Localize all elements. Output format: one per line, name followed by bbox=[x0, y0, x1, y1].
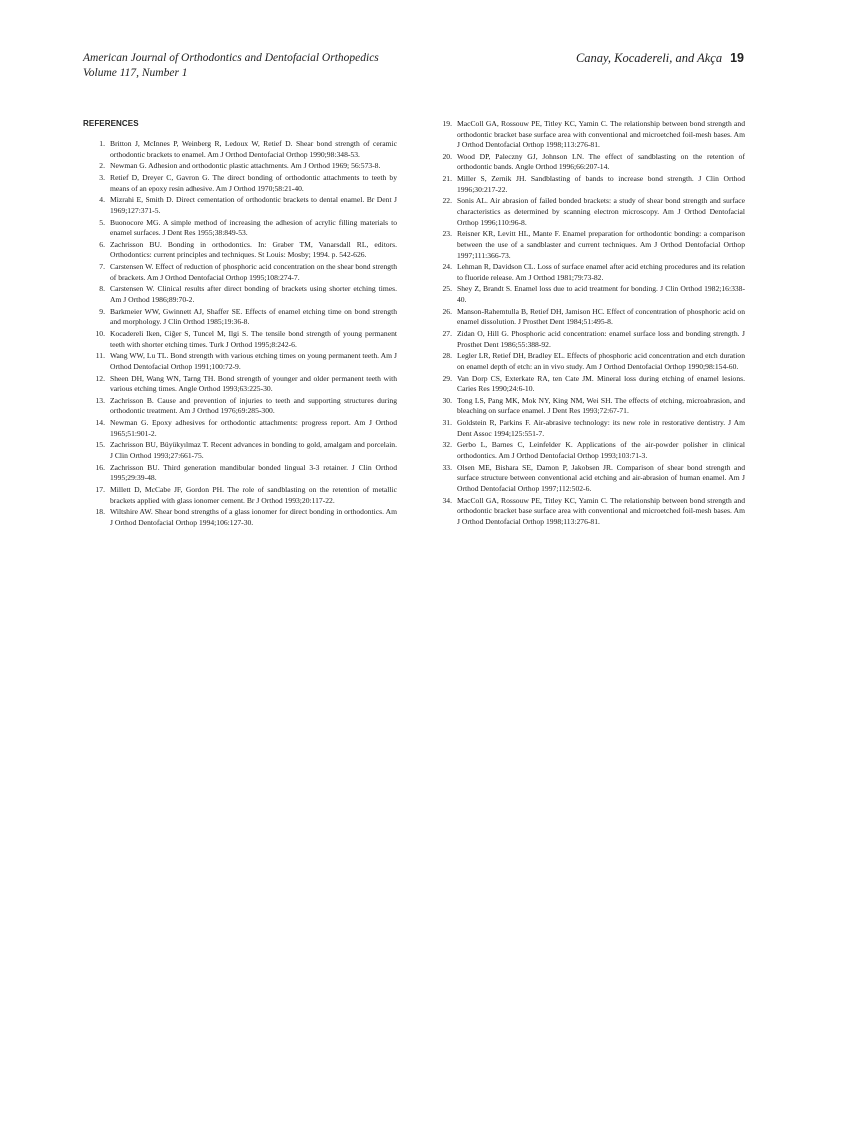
reference-number: 2. bbox=[99, 161, 105, 171]
references-column-left bbox=[87, 139, 397, 529]
reference-item bbox=[87, 262, 397, 283]
reference-number: 25. bbox=[442, 284, 452, 294]
running-header-authors bbox=[576, 51, 744, 66]
reference-text: Shey Z, Brandt S. Enamel loss due to acid treatment for bonding. J Clin Orthod 1982;16:338-40. bbox=[457, 284, 745, 305]
reference-text: Newman G. Epoxy adhesives for orthodontic attachments: progress report. Am J Orthod 1965;51:901-2. bbox=[110, 418, 397, 438]
reference-item bbox=[87, 418, 397, 439]
reference-text: Legler LR, Retief DH, Bradley EL. Effects of phosphoric acid concentration and etch duration on enamel depth of etch: an in vivo study. Am J Orthod Dentofacial Orthop 1990;98:154-60. bbox=[457, 351, 745, 371]
reference-text: Van Dorp CS, Exterkate RA, ten Cate JM. Mineral loss during etching of enamel lesions. Caries Res 1990;24:6-10. bbox=[457, 373, 745, 394]
reference-number: 19. bbox=[442, 119, 452, 128]
references-heading: REFERENCES bbox=[83, 119, 139, 128]
reference-item bbox=[434, 440, 745, 461]
reference-text: Wang WW, Lu TL. Bond strength with various etching times on young permanent teeth. Am J Orthod Dentofacial Orthop 1991;100:72-9. bbox=[110, 351, 397, 371]
reference-text: Newman G. Adhesion and orthodontic plastic attachments. Am J Orthod 1969; 56:573-8. bbox=[110, 161, 381, 171]
reference-number: 15. bbox=[95, 440, 105, 450]
reference-text: Wood DP, Paleczny GJ, Johnson LN. The effect of sandblasting on the retention of orthodontic bands. Angle Orthod 1996;66:207-14. bbox=[457, 151, 745, 172]
reference-item bbox=[434, 496, 745, 528]
reference-number: 23. bbox=[442, 229, 452, 239]
reference-number: 27. bbox=[442, 329, 452, 339]
reference-text: Wiltshire AW. Shear bond strengths of a glass ionomer for direct bonding in orthodontics. Am J Orthod Dentofacial Orthop 1994;106:127-30. bbox=[110, 507, 397, 527]
reference-text: Kocadereli Iken, Ciğer S, Tuncel M, Ilgi S. The tensile bond strength of young permanent teeth with shorter etching times. Turk J Orthod 1995;8:242-6. bbox=[110, 328, 397, 349]
reference-number: 7. bbox=[99, 262, 105, 272]
reference-text: Goldstein R, Parkins F. Air-abrasive technology: its new role in restorative dentistry. J Am Dent Assoc 1994;125:551-7. bbox=[457, 418, 745, 438]
reference-number: 24. bbox=[442, 262, 452, 272]
reference-number: 34. bbox=[442, 495, 452, 505]
reference-text: Millett D, McCabe JF, Gordon PH. The role of sandblasting on the retention of metallic brackets applied with glass ionomer cement. Br J Orthod 1993;20:117-22. bbox=[110, 484, 397, 505]
reference-item bbox=[434, 351, 745, 372]
reference-item bbox=[434, 418, 745, 439]
reference-text: Retief D, Dreyer C, Gavron G. The direct bonding of orthodontic attachments to teeth by means of an epoxy resin adhesive. Am J Orthod 1970;58:21-40. bbox=[110, 172, 397, 193]
reference-item bbox=[87, 173, 397, 194]
reference-number: 9. bbox=[99, 306, 105, 316]
reference-item bbox=[87, 329, 397, 350]
reference-number: 17. bbox=[95, 484, 105, 494]
reference-number: 29. bbox=[442, 373, 452, 383]
reference-item bbox=[87, 139, 397, 160]
reference-text: Reisner KR, Levitt HL, Mante F. Enamel preparation for orthodontic bonding: a comparison between the use of a sandblaster and current techniques. Am J Orthod Dentofacial Orthop 1997;111:366-73. bbox=[457, 229, 745, 260]
reference-text: Manson-Rahemtulla B, Retief DH, Jamison HC. Effect of concentration of phosphoric acid on enamel dissolution. J Prosthet Dent 1984;51:495-8. bbox=[457, 306, 745, 327]
reference-item bbox=[434, 374, 745, 395]
reference-text: Barkmeier WW, Gwinnett AJ, Shaffer SE. Effects of enamel etching time on bond strength and morphology. J Clin Orthod 1985;19:36-8. bbox=[110, 306, 397, 327]
reference-number: 11. bbox=[95, 351, 105, 361]
reference-number: 22. bbox=[442, 196, 452, 206]
reference-text: Britton J, McInnes P, Weinberg R, Ledoux W, Retief D. Shear bond strength of ceramic orthodontic brackets to enamel. Am J Orthod Dentofacial Orthop 1990;98:348-53. bbox=[110, 139, 397, 159]
reference-item bbox=[87, 218, 397, 239]
reference-text: Tong LS, Pang MK, Mok NY, King NM, Wei SH. The effects of etching, microabrasion, and bleaching on surface enamel. J Dent Res 1993;72:67-71. bbox=[457, 395, 745, 416]
reference-item bbox=[87, 485, 397, 506]
reference-item bbox=[87, 161, 397, 172]
reference-text: MacColl GA, Rossouw PE, Titley KC, Yamin C. The relationship between bond strength and orthodontic bracket base surface area with conventional and microetched foil-mesh bases. Am J Orthod Dentofacial Orthop 1998;113:276-81. bbox=[457, 495, 745, 526]
reference-text: MacColl GA, Rossouw PE, Titley KC, Yamin C. The relationship between bond strength and orthodontic bracket base surface area with conventional and microetched foil-mesh bases. Am J Orthod Dentofacial Orthop 1998;113:276-81. bbox=[457, 119, 745, 150]
reference-text: Sheen DH, Wang WN, Tarng TH. Bond strength of younger and older permanent teeth with various etching times. Angle Orthod 1993;63:225-30. bbox=[110, 373, 397, 394]
reference-item bbox=[87, 284, 397, 305]
reference-item bbox=[87, 463, 397, 484]
reference-item bbox=[434, 229, 745, 261]
journal-volume: Volume 117, Number 1 bbox=[83, 67, 188, 79]
reference-item bbox=[434, 174, 745, 195]
references-column-right bbox=[434, 119, 745, 528]
reference-number: 30. bbox=[442, 395, 452, 405]
reference-number: 21. bbox=[442, 174, 452, 184]
page-number: 19 bbox=[730, 51, 744, 65]
reference-number: 4. bbox=[99, 195, 105, 205]
reference-number: 13. bbox=[95, 395, 105, 405]
reference-item bbox=[434, 284, 745, 305]
reference-text: Mizrahi E, Smith D. Direct cementation of orthodontic brackets to dental enamel. Br Dent J 1969;127:371-5. bbox=[110, 195, 397, 215]
reference-text: Sonis AL. Air abrasion of failed bonded brackets: a study of shear bond strength and surface characteristics as determined by scanning electron microscopy. Am J Orthod Dentofacial Orthop 1996;110:96-8. bbox=[457, 196, 745, 227]
reference-item bbox=[87, 195, 397, 216]
reference-item bbox=[434, 396, 745, 417]
reference-item bbox=[434, 307, 745, 328]
reference-number: 14. bbox=[95, 418, 105, 428]
reference-number: 31. bbox=[442, 418, 452, 428]
reference-text: Carstensen W. Clinical results after direct bonding of brackets using shorter etching times. Am J Orthod 1986;89:70-2. bbox=[110, 284, 397, 304]
reference-number: 20. bbox=[442, 151, 452, 161]
reference-item bbox=[434, 262, 745, 283]
reference-text: Zachrisson BU. Third generation mandibular bonded lingual 3-3 retainer. J Clin Orthod 1995;29:39-48. bbox=[110, 462, 397, 483]
reference-number: 3. bbox=[99, 172, 105, 182]
reference-number: 33. bbox=[442, 462, 452, 472]
reference-item bbox=[434, 119, 745, 151]
reference-item bbox=[434, 463, 745, 495]
author-names: Canay, Kocadereli, and Akça bbox=[575, 51, 723, 65]
reference-item bbox=[87, 374, 397, 395]
reference-number: 28. bbox=[442, 351, 452, 361]
reference-text: Buonocore MG. A simple method of increasing the adhesion of acrylic filling materials to enamel surfaces. J Dent Res 1955;38:849-53. bbox=[110, 217, 397, 238]
reference-text: Olsen ME, Bishara SE, Damon P, Jakobsen JR. Comparison of shear bond strength and surface structure between conventional acid etching and air-abrasion of human enamel. Am J Orthod Dentofacial Orthop 1997;112:502-6. bbox=[457, 462, 745, 493]
reference-number: 10. bbox=[95, 328, 105, 338]
reference-item bbox=[87, 351, 397, 372]
reference-number: 32. bbox=[442, 440, 452, 450]
reference-item bbox=[434, 152, 745, 173]
reference-item bbox=[87, 507, 397, 528]
reference-number: 18. bbox=[95, 507, 105, 517]
reference-item bbox=[434, 196, 745, 228]
journal-title: American Journal of Orthodontics and Dentofacial Orthopedics bbox=[83, 52, 379, 64]
reference-number: 26. bbox=[442, 306, 452, 316]
reference-number: 12. bbox=[95, 373, 105, 383]
reference-number: 6. bbox=[99, 239, 105, 249]
reference-text: Gerbo L, Barnes C, Leinfelder K. Applications of the air-powder polisher in clinical orthodontics. Am J Orthod Dentofacial Orthop 1993;103:71-3. bbox=[457, 440, 745, 461]
reference-item bbox=[87, 240, 397, 261]
reference-item bbox=[87, 307, 397, 328]
reference-text: Miller S, Zernik JH. Sandblasting of bands to increase bond strength. J Clin Orthod 1996;30:217-22. bbox=[457, 174, 745, 194]
reference-number: 8. bbox=[99, 284, 105, 294]
reference-number: 16. bbox=[95, 462, 105, 472]
reference-item bbox=[87, 396, 397, 417]
reference-number: 1. bbox=[99, 139, 105, 148]
reference-text: Lehman R, Davidson CL. Loss of surface enamel after acid etching procedures and its relation to fluoride release. Am J Orthod 1981;79:73-82. bbox=[457, 262, 745, 282]
reference-text: Zachrisson BU, Büyükyılmaz T. Recent advances in bonding to gold, amalgam and porcelain. J Clin Orthod 1993;27:661-75. bbox=[110, 440, 397, 460]
reference-text: Zidan O, Hill G. Phosphoric acid concentration: enamel surface loss and bonding strength. J Prosthet Dent 1986;55:388-92. bbox=[457, 329, 745, 349]
reference-item bbox=[87, 440, 397, 461]
running-header-journal bbox=[83, 51, 379, 81]
reference-text: Zachrisson BU. Bonding in orthodontics. In: Graber TM, Vanarsdall RL, editors. Orthodontics: current principles and techniques. St Louis: Mosby; 1994. p. 542-626. bbox=[110, 239, 397, 260]
reference-text: Zachrisson B. Cause and prevention of injuries to teeth and supporting structures during orthodontic treatment. Am J Orthod 1976;69:285-300. bbox=[110, 395, 397, 416]
reference-item bbox=[434, 329, 745, 350]
reference-number: 5. bbox=[99, 217, 105, 227]
reference-text: Carstensen W. Effect of reduction of phosphoric acid concentration on the shear bond strength of brackets. Am J Orthod Dentofacial Orthop 1995;108:274-7. bbox=[110, 262, 397, 282]
